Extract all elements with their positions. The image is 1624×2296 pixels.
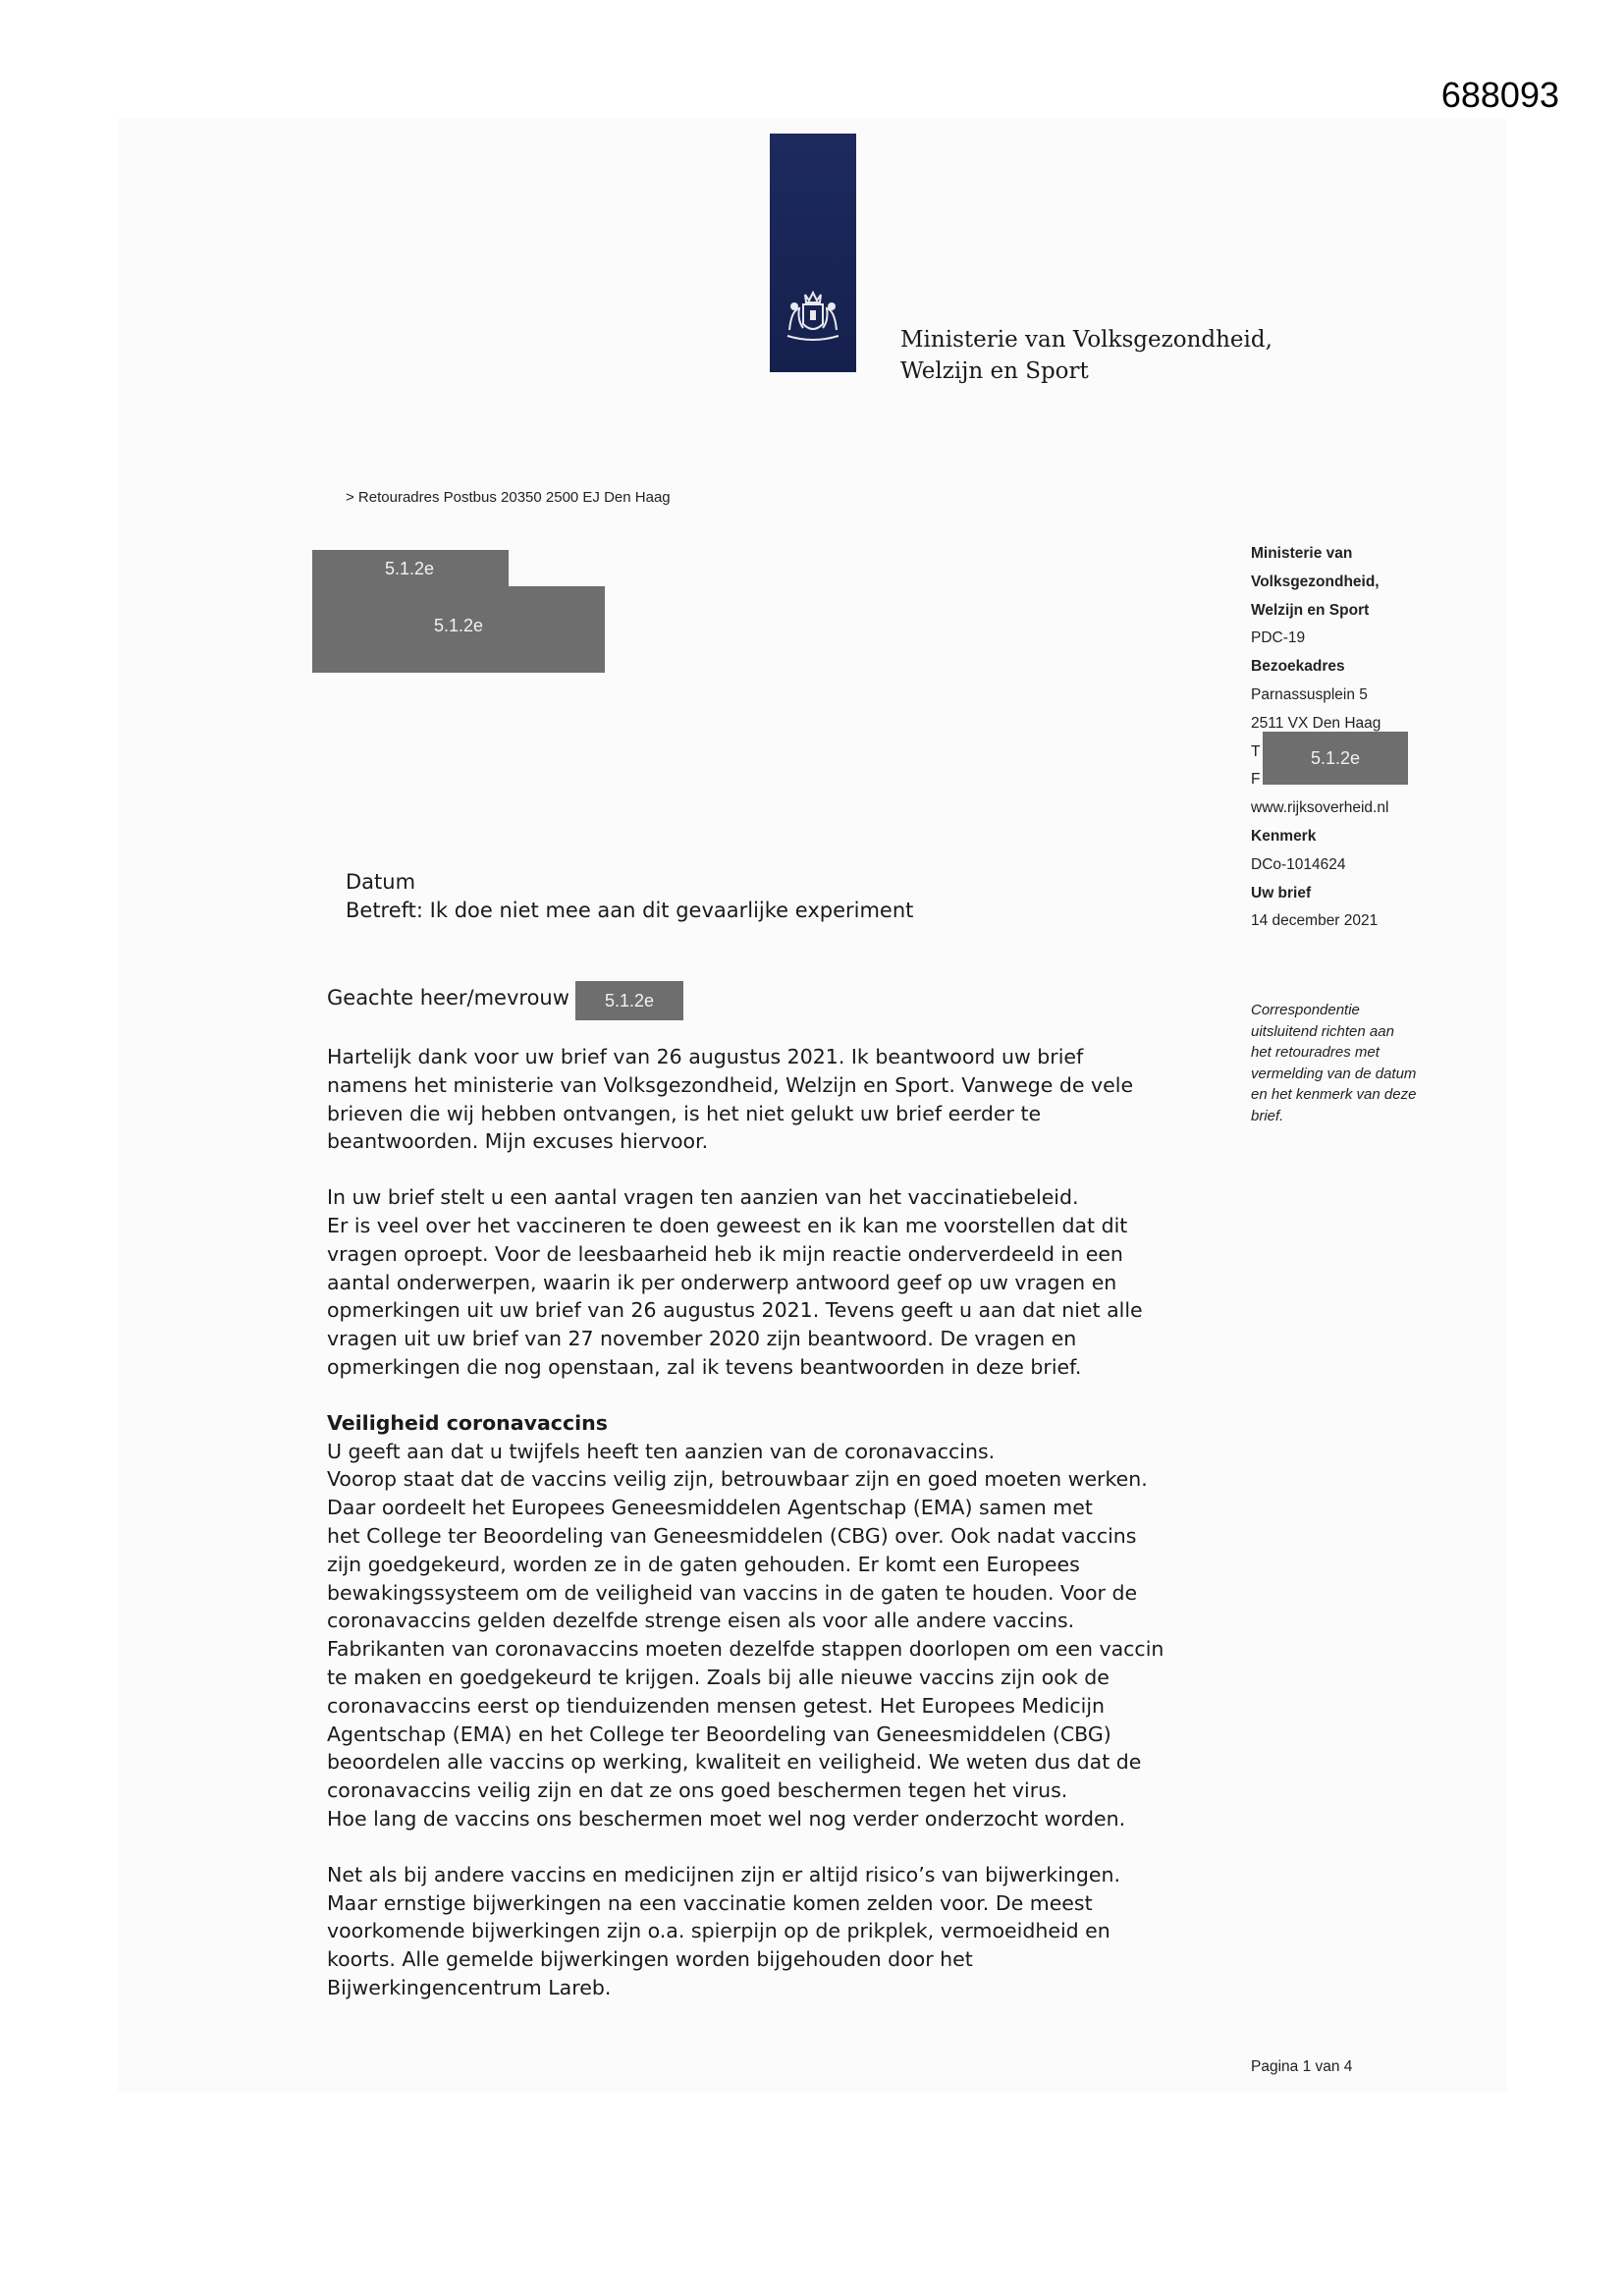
coat-of-arms-icon [778,281,848,352]
body-line: Maar ernstige bijwerkingen na een vaccinatie komen zelden voor. De meest [327,1890,1093,1915]
department-code: PDC-19 [1251,629,1306,647]
org-name-line1: Ministerie van [1251,545,1353,562]
redaction-label: 5.1.2e [385,558,435,578]
redaction-block [312,550,509,587]
body-line: Fabrikanten van coronavaccins moeten dezelfde stappen doorlopen om een vaccin [327,1637,1164,1662]
org-name-line2: Volksgezondheid, [1251,573,1380,590]
body-line: brieven die wij hebben ontvangen, is het niet gelukt uw brief eerder te [327,1101,1042,1125]
body-line: opmerkingen die nog openstaan, zal ik tevens beantwoorden in deze brief. [327,1354,1082,1379]
body-line: namens het ministerie van Volksgezondheid, Welzijn en Sport. Vanwege de vele [327,1072,1134,1097]
redaction-label: 5.1.2e [433,616,484,635]
visit-street: Parnassusplein 5 [1251,685,1368,703]
body-line: In uw brief stelt u een aantal vragen ten aanzien van het vaccinatiebeleid. [327,1185,1079,1210]
body-line: Hartelijk dank voor uw brief van 26 augustus 2021. Ik beantwoord uw brief [327,1045,1084,1068]
note-line: Correspondentie [1251,1002,1360,1018]
body-line: Bijwerkingencentrum Lareb. [327,1975,612,1999]
body-paragraph [327,1043,1211,1156]
note-line: uitsluitend richten aan [1251,1022,1394,1040]
letter-body [327,1043,1211,2030]
note-line: en het kenmerk van deze [1251,1086,1417,1103]
fax-label: F [1251,771,1261,789]
redaction-label: 5.1.2e [1310,747,1361,768]
body-line: Er is veel over het vaccineren te doen geweest en ik kan me voorstellen dat dit [327,1213,1128,1237]
body-line: voorkomende bijwerkingen zijn o.a. spierpijn op de prikplek, vermoeidheid en [327,1919,1110,1943]
body-paragraph [327,1409,1211,1833]
your-letter-heading: Uw brief [1251,884,1312,902]
body-line: U geeft aan dat u twijfels heeft ten aanzien van de coronavaccins. [327,1439,996,1463]
body-line: aantal onderwerpen, waarin ik per onderwerp antwoord geef op uw vragen en [327,1270,1117,1294]
ministry-name-line2: Welzijn en Sport [900,358,1089,384]
body-line: zijn goedgekeurd, worden ze in de gaten gehouden. Er komt een Europees [327,1552,1080,1576]
page-number: Pagina 1 van 4 [1251,2058,1353,2075]
body-paragraph [327,1183,1211,1382]
body-line: coronavaccins veilig zijn en dat ze ons goed beschermen tegen het virus. [327,1778,1068,1803]
redaction-label: 5.1.2e [604,990,655,1011]
section-heading: Veiligheid coronavaccins [327,1410,608,1435]
body-line: Net als bij andere vaccins en medicijnen zijn er altijd risico’s van bijwerkingen. [327,1862,1121,1886]
body-line: beoordelen alle vaccins op werking, kwaliteit en veiligheid. We weten dus dat de [327,1750,1142,1775]
note-line: brief. [1251,1107,1284,1124]
visit-postal-city: 2511 VX Den Haag [1251,714,1381,732]
body-line: het College ter Beoordeling van Geneesmiddelen (CBG) over. Ook nadat vaccins [327,1523,1137,1548]
website: www.rijksoverheid.nl [1251,799,1389,817]
phone-label: T [1251,742,1261,760]
government-logo-bar [770,134,856,372]
body-line: coronavaccins gelden dezelfde strenge eisen als voor alle andere vaccins. [327,1609,1075,1633]
body-line: Voorop staat dat de vaccins veilig zijn, betrouwbaar zijn en goed moeten werken. [327,1467,1148,1492]
reference-heading: Kenmerk [1251,827,1317,845]
redaction-block [312,586,605,673]
body-paragraph [327,1861,1211,2002]
ministry-name-line1: Ministerie van Volksgezondheid, [900,327,1272,353]
body-line: opmerkingen uit uw brief van 26 augustus 2021. Tevens geeft u aan dat niet alle [327,1298,1143,1323]
reference-number: DCo-1014624 [1251,855,1346,873]
correspondence-note [1251,1000,1462,1126]
note-line: vermelding van de datum [1251,1065,1417,1082]
date-label: Datum [346,870,416,894]
body-line: bewakingssysteem om de veiligheid van vaccins in de gaten te houden. Voor de [327,1580,1138,1605]
note-line: het retouradres met [1251,1044,1380,1061]
redaction-block [1263,732,1408,785]
body-line: Agentschap (EMA) en het College ter Beoordeling van Geneesmiddelen (CBG) [327,1722,1111,1746]
document-number: 688093 [1440,75,1559,115]
body-line: vragen uit uw brief van 27 november 2020 zijn beantwoord. De vragen en [327,1327,1077,1351]
subject-line: Betreft: Ik doe niet mee aan dit gevaarlijke experiment [346,899,914,922]
ministry-name [900,324,1272,387]
body-line: vragen oproept. Voor de leesbaarheid heb ik mijn reactie onderverdeeld in een [327,1241,1123,1266]
your-letter-date: 14 december 2021 [1251,912,1379,930]
body-line: Daar oordeelt het Europees Geneesmiddelen Agentschap (EMA) samen met [327,1496,1093,1520]
return-address: > Retouradres Postbus 20350 2500 EJ Den Haag [346,489,671,506]
redaction-block [575,981,683,1020]
visit-address-heading: Bezoekadres [1251,658,1345,676]
org-name-line3: Welzijn en Sport [1251,601,1370,619]
letter-meta [346,868,913,925]
body-line: coronavaccins eerst op tienduizenden mensen getest. Het Europees Medicijn [327,1693,1106,1718]
body-line: Hoe lang de vaccins ons beschermen moet wel nog verder onderzocht worden. [327,1806,1126,1831]
salutation: Geachte heer/mevrouw [327,986,569,1010]
body-line: te maken en goedgekeurd te krijgen. Zoals bij alle nieuwe vaccins zijn ook de [327,1665,1110,1689]
body-line: beantwoorden. Mijn excuses hiervoor. [327,1129,709,1154]
body-line: koorts. Alle gemelde bijwerkingen worden bijgehouden door het [327,1947,973,1972]
